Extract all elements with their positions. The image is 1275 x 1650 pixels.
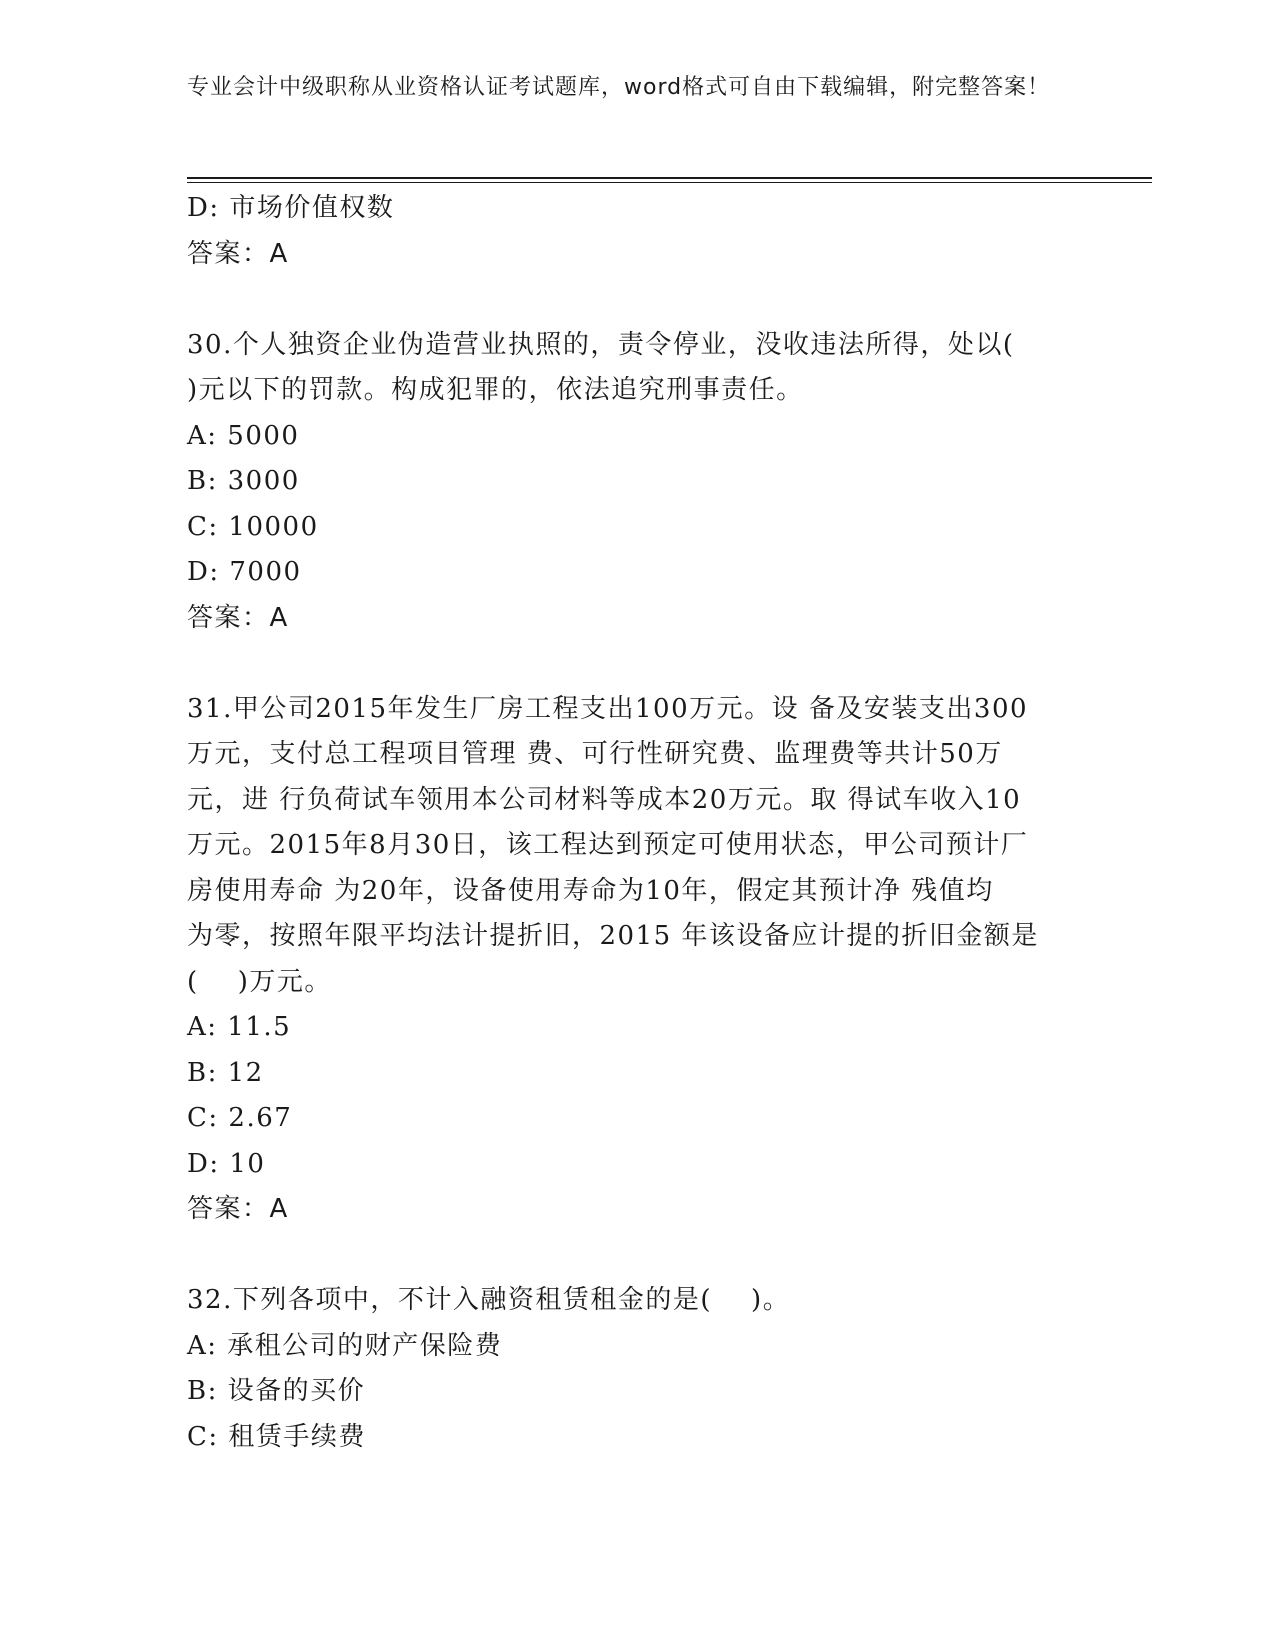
option-b: B: 12 [187,1057,264,1088]
question-text-line: 30.个人独资企业伪造营业执照的，责令停业，没收违法所得，处以( [187,329,1015,360]
question-text-line: 32.下列各项中，不计入融资租赁租金的是( )。 [187,1285,791,1315]
question-block-32 [187,1278,1087,1460]
option-c: C: 10000 [187,511,319,542]
question-text-line: 元，进 行负荷试车领用本公司材料等成本20万元。取 得试车收入10 [187,784,1022,815]
option-d: D: 7000 [187,557,302,587]
header-text: 专业会计中级职称从业资格认证考试题库，word格式可自由下载编辑，附完整答案！ [187,75,1051,100]
question-block-30 [187,323,1087,642]
question-text-line: 31.甲公司2015年发生厂房工程支出100万元。设 备及安装支出300 [187,693,1029,724]
option-a: A: 承租公司的财产保险费 [187,1330,503,1361]
question-block-29-tail [187,186,1087,277]
document-header [187,72,1067,104]
option-b: B: 设备的买价 [187,1376,366,1406]
answer-line: 答案：A [187,238,289,269]
option-a: A: 11.5 [187,1012,292,1042]
option-c: C: 2.67 [187,1103,293,1133]
header-rule-thin [187,182,1152,183]
option-a: A: 5000 [187,420,300,451]
question-content [187,186,1087,1460]
header-rule-thick [187,177,1152,179]
question-text-line: 房使用寿命 为20年，设备使用寿命为10年，假定其预计净 残值均 [187,875,994,906]
option-d: D: 10 [187,1148,266,1179]
option-d: D: 市场价值权数 [187,193,395,223]
question-text-line: 万元，支付总工程项目管理 费、可行性研究费、监理费等共计50万 [187,739,1003,769]
answer-line: 答案：A [187,1194,289,1224]
question-text-line: 为零，按照年限平均法计提折旧，2015 年该设备应计提的折旧金额是 [187,921,1039,951]
question-text-line: )元以下的罚款。构成犯罪的，依法追究刑事责任。 [187,375,804,405]
question-text-line: ( )万元。 [187,966,332,997]
question-block-31 [187,687,1087,1233]
option-c: C: 租赁手续费 [187,1421,366,1452]
question-text-line: 万元。2015年8月30日，该工程达到预定可使用状态，甲公司预计厂 [187,830,1029,860]
option-b: B: 3000 [187,466,300,496]
answer-line: 答案：A [187,602,289,633]
